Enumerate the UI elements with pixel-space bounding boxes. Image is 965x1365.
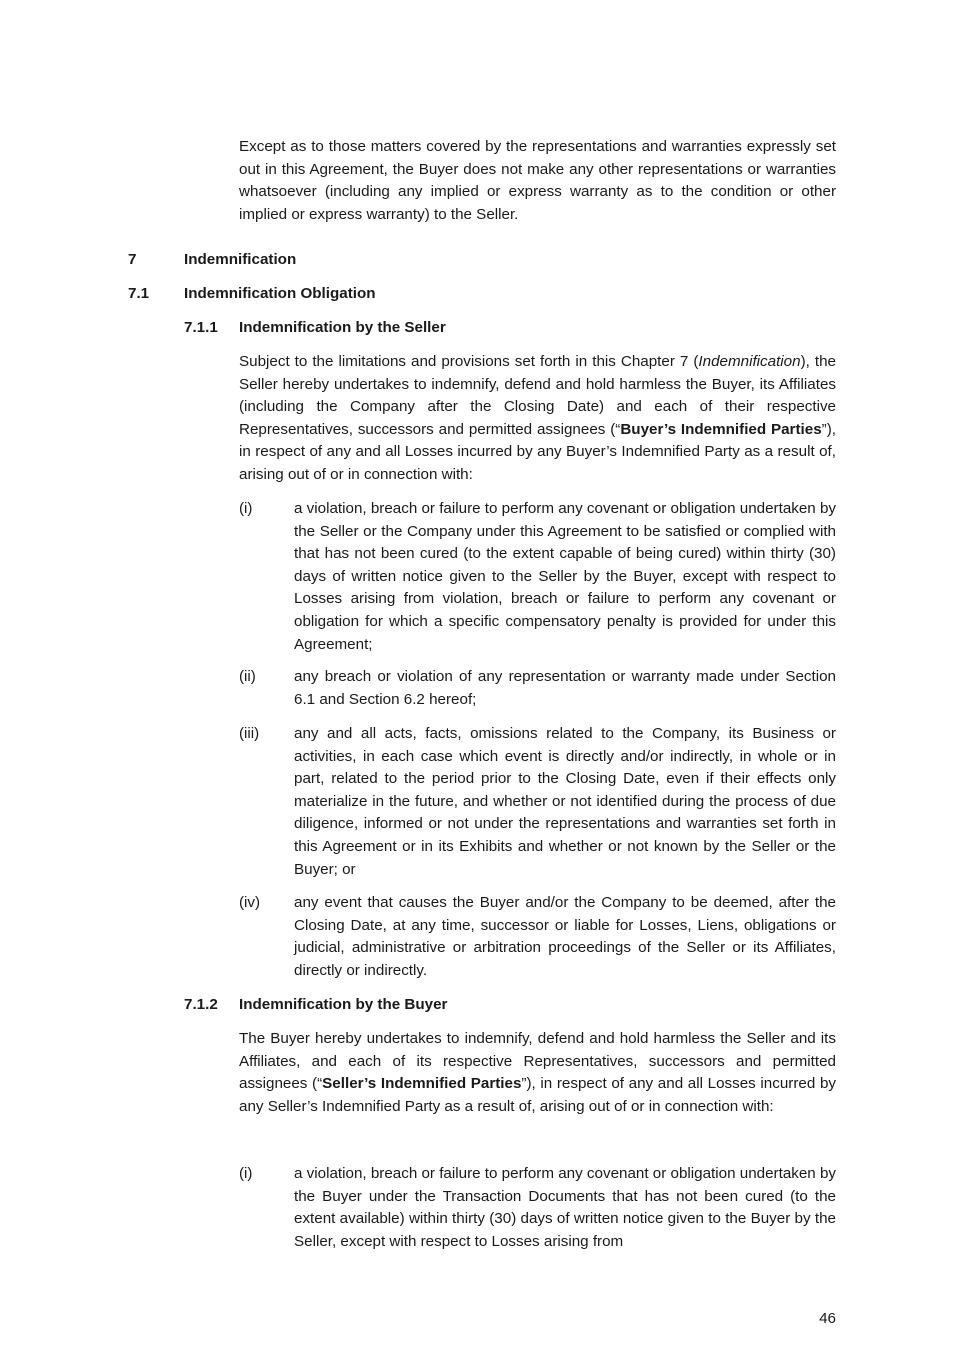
defined-term: Buyer’s Indemnified Parties xyxy=(620,420,822,438)
section-7-1-2-title: Indemnification by the Buyer xyxy=(239,996,448,1013)
section-7-1-1-paragraph xyxy=(239,351,836,487)
chapter-reference: Indemnification xyxy=(698,353,801,370)
list-item: any and all acts, facts, omissions related to the Company, its Business or activities, in each case which event is directly and/or indirectly, in whole or in part, related to the period prior to the Closing Date, even if their effects only materialize in the future, and whether or not identified during the process of due diligence, informed or not under the representations and warranties set forth in this Agreement or in its Exhibits and whether or not known by the Seller or the Buyer; or xyxy=(294,725,836,878)
para-text-1: Subject to the limitations and provisions set forth in this Chapter 7 ( xyxy=(239,353,699,370)
section-7-1-1-number: 7.1.1 xyxy=(184,319,218,336)
defined-term: Seller’s Indemnified Parties xyxy=(322,1075,522,1093)
item-label: (iii) xyxy=(239,725,260,742)
page-number: 46 xyxy=(819,1310,836,1327)
intro-paragraph: Except as to those matters covered by the representations and warranties expressly set out in this Agreement, the Buyer does not make any other representations or warranties whatsoever (including any implied or express warranty as to the condition or other implied or express warranty) to the Seller. xyxy=(239,138,836,223)
para-text-2: ), the Seller hereby undertakes to indemnify, defend and hold harmless the Buyer, its Affiliates (including the Company after the Closing Date) and each of their respective Representatives, successors and permitted assignees (“ xyxy=(239,353,836,438)
item-label: (i) xyxy=(239,1165,253,1182)
item-label: (ii) xyxy=(239,668,256,685)
list-item: a violation, breach or failure to perform any covenant or obligation undertaken by the Buyer under the Transaction Documents that has not been cured (to the extent available) within thirty (30) days of written notice given to the Buyer by the Seller, except with respect to Losses arising from xyxy=(294,1165,836,1250)
section-7-1-2-number: 7.1.2 xyxy=(184,996,218,1013)
section-7-title: Indemnification xyxy=(184,251,297,268)
para-text-1: The Buyer hereby undertakes to indemnify, defend and hold harmless the Seller and its Affiliates, and each of its respective Representatives, successors and permitted assignees (“ xyxy=(239,1030,836,1093)
list-item: any event that causes the Buyer and/or the Company to be deemed, after the Closing Date, at any time, successor or liable for Losses, Liens, obligations or judicial, administrative or arbitration proceedings of the Seller or its Affiliates, directly or indirectly. xyxy=(294,894,836,979)
section-7-number: 7 xyxy=(128,251,137,268)
para-text-3: ”), in respect of any and all Losses incurred by any Buyer’s Indemnified Party as a result of, arising out of or in connection with: xyxy=(239,420,836,483)
list-item: any breach or violation of any representation or warranty made under Section 6.1 and Section 6.2 hereof; xyxy=(294,668,836,708)
list-item: a violation, breach or failure to perform any covenant or obligation undertaken by the Seller or the Company under this Agreement to be satisfied or complied with that has not been cured (to the extent capable of being cured) within thirty (30) days of written notice given to the Seller by the Buyer, except with respect to Losses arising from violation, breach or failure to perform any covenant or obligation for which a specific compensatory penalty is provided for under this Agreement; xyxy=(294,500,837,653)
section-7-1-title: Indemnification Obligation xyxy=(184,285,376,302)
para-text-2: ”), in respect of any and all Losses incurred by any Seller’s Indemnified Party as a result of, arising out of or in connection with: xyxy=(239,1075,836,1115)
item-label: (i) xyxy=(239,500,253,517)
section-7-1-1-title: Indemnification by the Seller xyxy=(239,319,446,336)
section-7-1-2-paragraph xyxy=(239,1028,836,1118)
section-7-1-number: 7.1 xyxy=(128,285,150,302)
item-label: (iv) xyxy=(239,894,261,911)
